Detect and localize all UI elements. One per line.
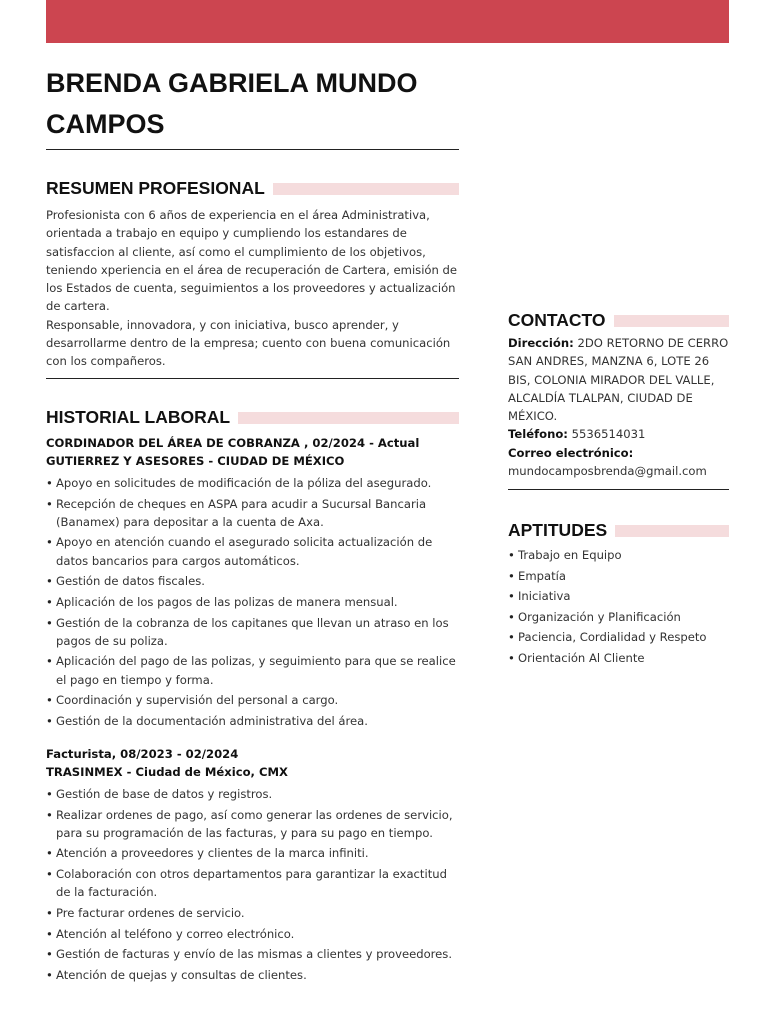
job-2-dates: , 08/2023 - 02/2024 [111, 747, 239, 761]
job-1-position: CORDINADOR DEL ÁREA DE COBRANZA [46, 436, 300, 450]
skill-item: • Paciencia, Cordialidad y Respeto [508, 628, 730, 646]
job-1-dates: , 02/2024 - Actual [299, 436, 420, 450]
list-item: • Gestión de la cobranza de los capitanes que llevan un atraso en los pagos de su poliza. [46, 614, 456, 651]
list-item: • Atención al teléfono y correo electrónico. [46, 925, 456, 943]
list-item: • Gestión de facturas y envío de las mismas a clientes y proveedores. [46, 945, 456, 963]
job-2-header [46, 745, 459, 782]
email-label: Correo electrónico: [508, 445, 634, 460]
skill-item: • Iniciativa [508, 587, 730, 605]
history-title: HISTORIAL LABORAL [46, 407, 231, 427]
contact-divider [508, 489, 729, 490]
summary-title: RESUMEN PROFESIONAL [46, 178, 265, 198]
skill-item: • Orientación Al Cliente [508, 649, 730, 667]
contact-phone [508, 425, 730, 443]
email-value: mundocamposbrenda@gmail.com [508, 464, 707, 479]
address-value: 2DO RETORNO DE CERRO SAN ANDRES, MANZNA 6, LOTE 26 BIS, COLONIA MIRADOR DEL VALLE, ALCALDÍA TLALPAN, CIUDAD DE MÉXICO. [508, 336, 729, 424]
contact-title: CONTACTO [508, 310, 606, 330]
contact-email [508, 444, 730, 462]
list-item: • Aplicación del pago de las polizas, y seguimiento para que se realice el pago en tiempo y forma. [46, 652, 456, 689]
summary-divider [46, 378, 459, 379]
address-label: Dirección: [508, 336, 574, 350]
contact-details [508, 334, 730, 480]
job-1-company: GUTIERREZ Y ASESORES - CIUDAD DE MÉXICO [46, 454, 345, 469]
job-1-bullets [46, 474, 456, 733]
list-item: • Gestión de la documentación administrativa del área. [46, 712, 456, 730]
list-item: • Atención a proveedores y clientes de la marca infiniti. [46, 844, 456, 862]
list-item: • Pre facturar ordenes de servicio. [46, 904, 456, 922]
list-item: • Aplicación de los pagos de las polizas de manera mensual. [46, 593, 456, 611]
skills-title-band [615, 525, 729, 537]
history-section-header [46, 407, 459, 428]
skill-item: • Organización y Planificación [508, 608, 730, 626]
list-item: • Atención de quejas y consultas de clientes. [46, 966, 456, 984]
list-item: • Gestión de base de datos y registros. [46, 785, 456, 803]
skills-section-header [508, 520, 729, 541]
phone-value: 5536514031 [571, 427, 646, 442]
list-item: • Gestión de datos fiscales. [46, 572, 456, 590]
list-item: • Recepción de cheques en ASPA para acudir a Sucursal Bancaria (Banamex) para depositar a la cuenta de Axa. [46, 495, 456, 532]
job-2-position: Facturista [46, 747, 112, 761]
list-item: • Realizar ordenes de pago, así como generar las ordenes de servicio, para su programación de las facturas, y para su pago en tiempo. [46, 806, 456, 843]
phone-label: Teléfono: [508, 427, 568, 442]
skill-item: • Empatía [508, 567, 730, 585]
skills-title: APTITUDES [508, 520, 608, 540]
skills-list [508, 546, 730, 670]
list-item: • Coordinación y supervisión del personal a cargo. [46, 691, 456, 709]
contact-section-header [508, 310, 729, 331]
summary-title-band [273, 183, 459, 195]
contact-address [508, 334, 730, 425]
candidate-name: BRENDA GABRIELA MUNDO CAMPOS [46, 68, 418, 139]
job-1-header [46, 434, 459, 471]
skill-item: • Trabajo en Equipo [508, 546, 730, 564]
contact-title-band [614, 315, 729, 327]
list-item: • Apoyo en solicitudes de modificación de la póliza del asegurado. [46, 474, 456, 492]
header-accent-bar [46, 0, 729, 43]
summary-text: Profesionista con 6 años de experiencia en el área Administrativa, orientada a trabajo en equipo y cumpliendo los estandares de satisfaccion al cliente, así como el cumplimiento de los objetivos, teniendo xperiencia en el área de recuperación de Cartera, emisión de los Estados de cuenta, seguimientos a los proveedores y actualización de cartera. Responsable, innovadora, y con iniciativa, busco aprender, y desarrollarme dentro de la empresa; cuento con buena comunicación con los compañeros. [46, 208, 458, 369]
list-item: • Colaboración con otros departamentos para garantizar la exactitud de la facturación. [46, 865, 456, 902]
job-2-bullets [46, 785, 456, 986]
summary-section-header [46, 178, 459, 199]
name-divider [46, 149, 459, 150]
list-item: • Apoyo en atención cuando el asegurado solicita actualización de datos bancarios para cargos automáticos. [46, 533, 456, 570]
history-title-band [238, 412, 459, 424]
job-2-company: TRASINMEX - Ciudad de México, CMX [46, 765, 288, 780]
